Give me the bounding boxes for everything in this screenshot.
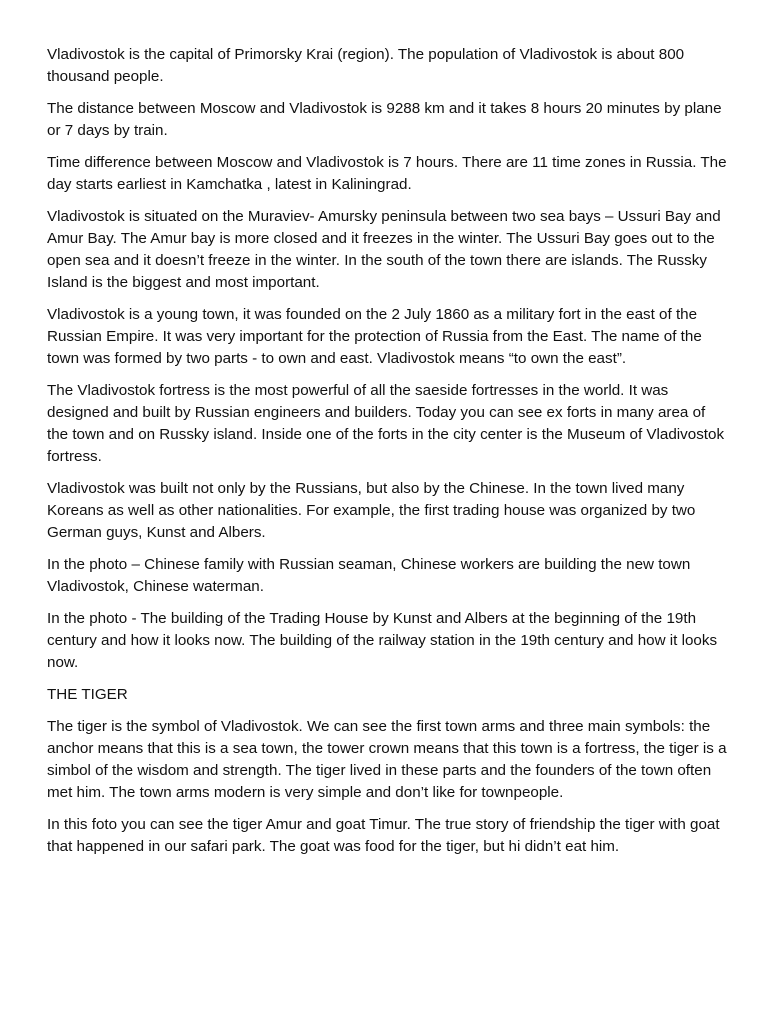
paragraph-distance: The distance between Moscow and Vladivostok is 9288 km and it takes 8 hours 20 minutes by plane or 7 days by train. (47, 100, 722, 139)
paragraph-geography: Vladivostok is situated on the Muraviev- Amursky peninsula between two sea bays – Ussuri Bay and Amur Bay. The Amur bay is more closed and it freezes in the winter. The Ussuri Bay goes out to the open sea and it doesn’t freeze in the winter. In the south of the town there are islands. The Russky Island is the biggest and most important. (47, 208, 721, 291)
paragraph-photo-chinese: In the photo – Chinese family with Russian seaman, Chinese workers are building the new town Vladivostok, Chinese waterman. (47, 556, 691, 595)
section-heading-tiger: THE TIGER (47, 686, 128, 703)
paragraph-tiger-symbol: The tiger is the symbol of Vladivostok. We can see the first town arms and three main symbols: the anchor means that this is a sea town, the tower crown means that this town is a fortress, the tiger is a simbol of the wisdom and strength. The tiger lived in these parts and the founders of the town often met him. The town arms modern is very simple and don’t like for townpeople. (47, 718, 727, 801)
paragraph-photo-trading-house: In the photo - The building of the Trading House by Kunst and Albers at the beginning of the 19th century and how it looks now. The building of the railway station in the 19th century and how it looks now. (47, 610, 718, 671)
paragraph-time-difference: Time difference between Moscow and Vladivostok is 7 hours. There are 11 time zones in Russia. The day starts earliest in Kamchatka , latest in Kaliningrad. (47, 154, 727, 193)
document-page (47, 44, 727, 868)
paragraph-capital: Vladivostok is the capital of Primorsky Krai (region). The population of Vladivostok is about 800 thousand people. (47, 46, 685, 85)
paragraph-tiger-goat: In this foto you can see the tiger Amur and goat Timur. The true story of friendship the tiger with goat that happened in our safari park. The goat was food for the tiger, but hi didn’t eat him. (47, 816, 720, 855)
paragraph-fortress: The Vladivostok fortress is the most powerful of all the saeside fortresses in the world. It was designed and built by Russian engineers and builders. Today you can see ex forts in many area of the town and on Russky island. Inside one of the forts in the city center is the Museum of Vladivostok fortress. (47, 382, 725, 465)
paragraph-founding: Vladivostok is a young town, it was founded on the 2 July 1860 as a military fort in the east of the Russian Empire. It was very important for the protection of Russia from the East. The name of the town was formed by two parts - to own and east. Vladivostok means “to own the east”. (47, 306, 702, 367)
paragraph-nationalities: Vladivostok was built not only by the Russians, but also by the Chinese. In the town lived many Koreans as well as other nationalities. For example, the first trading house was organized by two German guys, Kunst and Albers. (47, 480, 696, 541)
